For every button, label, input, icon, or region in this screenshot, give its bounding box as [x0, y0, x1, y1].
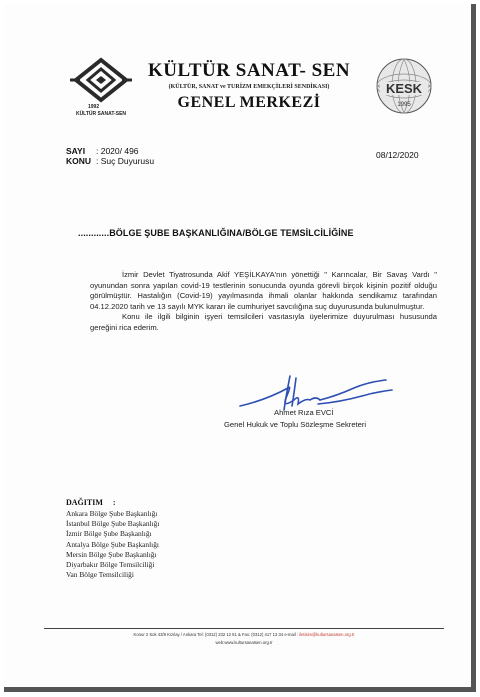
subject-value: : Suç Duyurusu [96, 156, 155, 166]
list-item: İstanbul Bölge Şube Başkanlığı [66, 519, 160, 529]
organization-office: GENEL MERKEZİ [177, 94, 321, 111]
addressee-heading: ............BÖLGE ŞUBE BAŞKANLIĞINA/BÖLGE TEMSİLCİLİĞİNE [78, 228, 354, 238]
document-page [4, 4, 476, 692]
document-subject [66, 156, 154, 166]
body-paragraph: Konu ile ilgili bilginin işyeri temsilcileri vasıtasıyla üyelerimize duyurulması hususunda gereğini rica ederim. [90, 312, 437, 332]
kesk-seal-name: KESK [385, 81, 423, 96]
letter-body [90, 270, 437, 334]
number-value: : 2020/ 496 [96, 146, 139, 156]
kesk-seal-icon [374, 56, 434, 116]
distribution-heading: DAĞITIM : [66, 498, 116, 507]
document-number [66, 146, 139, 156]
footer-address [44, 632, 444, 637]
footer-email-link[interactable]: iletisim@kultursanatsen.org.tr [299, 632, 355, 637]
kesk-seal-year: 1995 [397, 102, 411, 108]
document-date: 08/12/2020 [376, 150, 419, 160]
list-item: Ankara Bölge Şube Başkanlığı [66, 509, 158, 518]
list-item: İzmir Bölge Şube Başkanlığı [66, 529, 152, 539]
list-item: Van Bölge Temsilciliği [66, 570, 134, 580]
list-item: Diyarbakır Bölge Temsilciliği [66, 560, 155, 570]
list-item: Antalya Bölge Şube Başkanlığı [66, 539, 159, 549]
list-item: Mersin Bölge Şube Başkanlığı [66, 549, 157, 559]
organization-title: KÜLTÜR SANAT- SEN [147, 60, 351, 81]
body-paragraph: İzmir Devlet Tiyatrosunda Akif YEŞİLKAYA'nın yönettiği " Karıncalar, Bir Savaş Vardı " oyunundan sonra yapılan covid-19 testlerinin sonucunda oyunda görevli birçok kişinin pozitif olduğu görülmüştür. Hastalığın (Covid-19) yayılmasında ihmali olanlar hakkında sendikamız tarafından 04.12.2020 tarih ve 13 sayılı MYK kararı ile cumhuriyet savcılığına suç duyurusunda bulunulmuştur. [90, 270, 437, 311]
signatory-name: Ahmet Rıza EVCİ [274, 408, 334, 417]
emblem-year: 1992 [88, 104, 100, 110]
footer-divider [44, 628, 444, 629]
signatory-title: Genel Hukuk ve Toplu Sözleşme Sekreteri [224, 420, 367, 429]
emblem-name: KÜLTÜR SANAT-SEN [75, 111, 127, 117]
subject-label: KONU [66, 156, 92, 166]
number-label: SAYI [66, 146, 86, 156]
distribution-list [66, 509, 159, 580]
organization-subtitle: (KÜLTÜR, SANAT ve TURİZM EMEKÇİLERİ SENDİKASI) [168, 84, 330, 90]
footer-address-text: Konur 2 Sok 43/8 Kızılay / Ankara Tel: (0312) 232 12 51 & Fax: (0312) 417 13 34 e-mail : [133, 632, 299, 637]
footer-website[interactable]: web:www.kultursanatsen.org.tr [215, 640, 273, 645]
kultur-sanat-sen-emblem-icon [66, 56, 136, 116]
